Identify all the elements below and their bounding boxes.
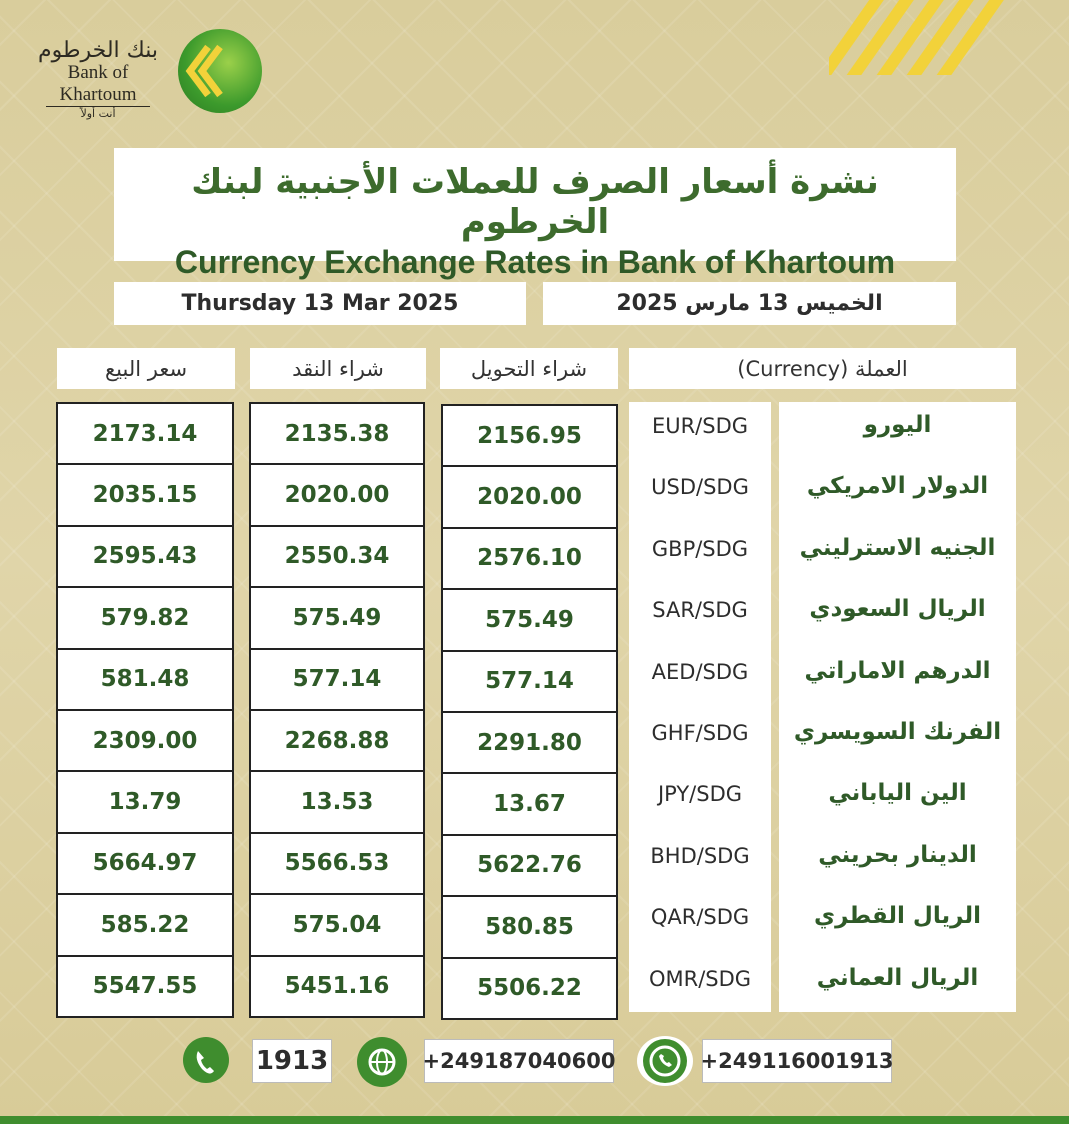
bank-logo-icon: [178, 29, 262, 113]
currency-name: الدرهم الاماراتي: [804, 657, 991, 684]
whatsapp-number[interactable]: +249116001913: [702, 1039, 892, 1083]
bottom-band: [0, 1116, 1069, 1124]
header-transfer-buy: شراء التحويل: [440, 348, 618, 389]
sell-rate-cell: 579.82: [56, 586, 234, 649]
cash-buy-rate-cell: 577.14: [249, 648, 425, 711]
cash-buy-rate-cell: 13.53: [249, 770, 425, 833]
currency-name: الين الياباني: [828, 780, 967, 807]
sell-column: [56, 402, 234, 1016]
currency-name: اليورو: [863, 412, 932, 438]
currency-code: EUR/SDG: [651, 414, 749, 438]
cash-buy-rate-cell: 2020.00: [249, 463, 425, 526]
phone-number[interactable]: +249187040600: [424, 1039, 614, 1083]
sell-rate-cell: 2595.43: [56, 525, 234, 588]
transfer-buy-rate-cell: 580.85: [441, 895, 618, 958]
currency-code: JPY/SDG: [657, 782, 743, 807]
cash-buy-rate-cell: 575.04: [249, 893, 425, 956]
page-title-en: Currency Exchange Rates in Bank of Khartoum: [174, 244, 896, 280]
bank-tagline: أنت أولاً: [46, 106, 150, 121]
header-cash-buy: شراء النقد: [250, 348, 426, 389]
title-box: [114, 148, 956, 280]
transfer-buy-rate-cell: 5506.22: [441, 957, 618, 1020]
currency-name-column: [779, 402, 1016, 1012]
transfer-buy-column: [441, 404, 618, 1018]
date-en: Thursday 13 Mar 2025: [114, 282, 526, 325]
transfer-buy-rate-cell: 2291.80: [441, 711, 618, 774]
currency-code: AED/SDG: [651, 659, 749, 684]
transfer-buy-rate-cell: 2020.00: [441, 465, 618, 528]
sell-rate-cell: 5664.97: [56, 832, 234, 895]
cash-buy-rate-cell: 2135.38: [249, 402, 425, 465]
sell-rate-cell: 2173.14: [56, 402, 234, 465]
currency-name: الريال العماني: [816, 964, 979, 991]
bank-name-ar: بنك الخرطوم: [38, 38, 158, 63]
sell-rate-cell: 585.22: [56, 893, 234, 956]
sell-rate-cell: 2035.15: [56, 463, 234, 526]
currency-code: USD/SDG: [651, 475, 749, 500]
cash-buy-column: [249, 402, 425, 1016]
sell-rate-cell: 2309.00: [56, 709, 234, 772]
cash-buy-rate-cell: 575.49: [249, 586, 425, 649]
currency-name: الريال السعودي: [809, 596, 986, 623]
bank-name-en: Bank of Khartoum: [59, 62, 137, 105]
transfer-buy-rate-cell: 5622.76: [441, 834, 618, 897]
currency-name: الدينار بحريني: [818, 841, 977, 868]
currency-code: OMR/SDG: [648, 966, 752, 991]
decorative-stripes: [829, 0, 1009, 75]
sell-rate-cell: 581.48: [56, 648, 234, 711]
hotline-number[interactable]: 1913: [252, 1039, 332, 1083]
currency-code: SAR/SDG: [652, 598, 748, 623]
date-ar: الخميس 13 مارس 2025: [543, 282, 956, 325]
header-sell: سعر البيع: [57, 348, 235, 389]
currency-code: QAR/SDG: [650, 905, 750, 930]
cash-buy-rate-cell: 5451.16: [249, 955, 425, 1018]
currency-code: GBP/SDG: [651, 536, 749, 561]
whatsapp-icon: [637, 1036, 693, 1086]
globe-headset-icon: [357, 1037, 407, 1087]
transfer-buy-rate-cell: 575.49: [441, 588, 618, 651]
cash-buy-rate-cell: 2550.34: [249, 525, 425, 588]
hotline-headset-icon: [183, 1037, 229, 1083]
cash-buy-rate-cell: 2268.88: [249, 709, 425, 772]
currency-code-column: [629, 402, 771, 1012]
currency-name: الفرنك السويسري: [793, 719, 1002, 745]
sell-rate-cell: 13.79: [56, 770, 234, 833]
header-currency: العملة (Currency): [629, 348, 1016, 389]
currency-name: الدولار الامريكي: [806, 473, 989, 500]
bank-logo-text: [28, 40, 168, 121]
currency-code: GHF/SDG: [651, 721, 749, 745]
currency-name: الريال القطري: [814, 903, 981, 930]
transfer-buy-rate-cell: 577.14: [441, 650, 618, 713]
transfer-buy-rate-cell: 2576.10: [441, 527, 618, 590]
currency-name: الجنيه الاسترليني: [799, 534, 996, 561]
page-title-ar: نشرة أسعار الصرف للعملات الأجنبية لبنك الخرطوم: [191, 162, 879, 242]
transfer-buy-rate-cell: 2156.95: [441, 404, 618, 467]
currency-code: BHD/SDG: [650, 843, 750, 868]
cash-buy-rate-cell: 5566.53: [249, 832, 425, 895]
sell-rate-cell: 5547.55: [56, 955, 234, 1018]
transfer-buy-rate-cell: 13.67: [441, 772, 618, 835]
